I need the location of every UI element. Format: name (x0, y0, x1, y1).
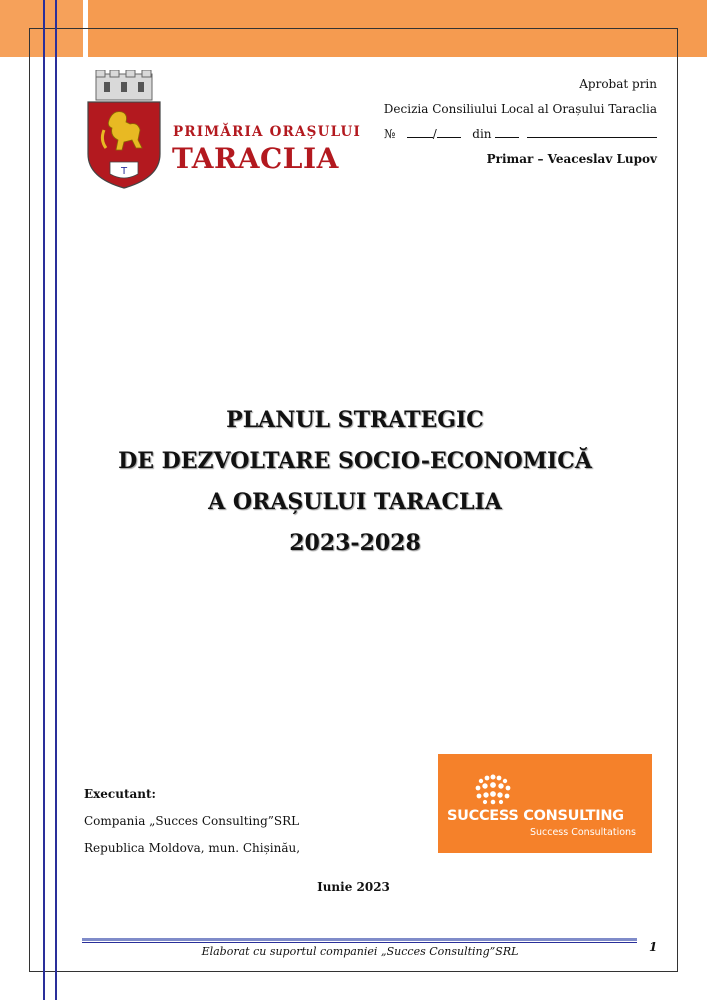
approval-line-1: Aprobat prin (579, 77, 657, 91)
approval-decision-number-line: № / din (384, 122, 657, 147)
svg-text:Т: Т (120, 166, 128, 177)
success-consulting-logo (438, 754, 652, 853)
footer-text: Elaborat cu suportul companiei „Succes Consulting”SRL (201, 945, 519, 958)
executant-address: Republica Moldova, mun. Chișinău, (84, 841, 301, 855)
executant-label: Executant: (84, 787, 156, 801)
success-consulting-tagline: Success Consultations (529, 827, 636, 838)
decision-number-blank (407, 126, 433, 138)
approval-line-2: Decizia Consiliului Local al Orașului Taraclia (383, 102, 657, 116)
globe-dots-icon (438, 754, 652, 809)
footer-rule-thin (82, 942, 637, 943)
number-sign: № (383, 127, 396, 141)
document-date: Iunie 2023 (317, 880, 390, 894)
date-blank-1 (495, 126, 519, 138)
document-title (60, 400, 650, 564)
margin-line-outer (43, 0, 45, 1000)
approval-mayor-line: Primar – Veaceslav Lupov (486, 152, 657, 166)
approval-block (384, 72, 657, 172)
date-blank-2 (527, 126, 657, 138)
logo-label-main: TARACLIA (172, 142, 339, 175)
margin-line-inner (55, 0, 57, 1000)
coat-of-arms-icon (80, 70, 170, 195)
title-line-2: DE DEZVOLTARE SOCIO-ECONOMICĂ (118, 448, 592, 474)
logo-label-top: PRIMĂRIA ORAȘULUI (173, 124, 362, 140)
title-line-3: A ORAȘULUI TARACLIA (208, 489, 502, 515)
din-label: din (472, 127, 492, 141)
executant-company: Compania „Succes Consulting”SRL (84, 814, 300, 828)
executant-block (84, 781, 300, 862)
title-line-1: PLANUL STRATEGIC (226, 407, 484, 433)
success-consulting-name: SUCCESS CONSULTING (447, 808, 624, 824)
footer-rule-thick (82, 938, 637, 941)
decision-number-blank-2 (437, 126, 461, 138)
title-line-4: 2023-2028 (289, 530, 421, 556)
page-number: 1 (649, 940, 658, 954)
